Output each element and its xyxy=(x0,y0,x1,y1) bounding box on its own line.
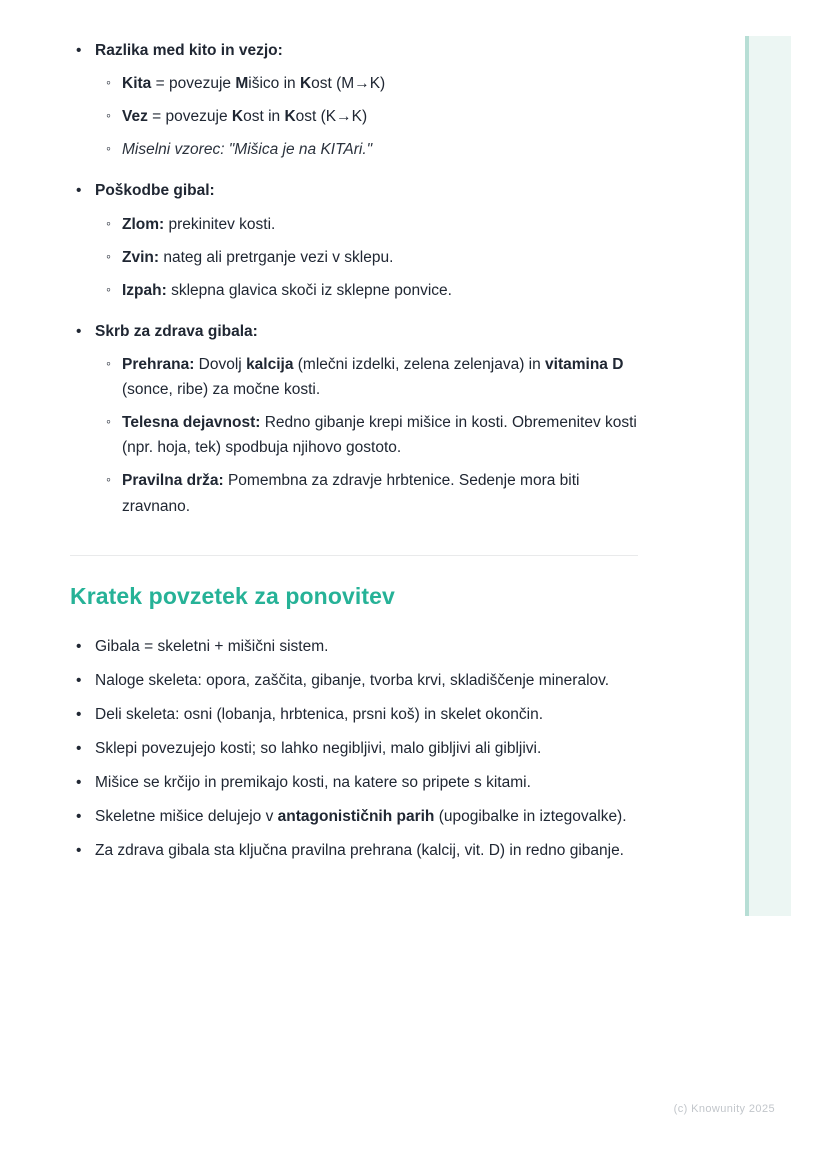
summary-item xyxy=(70,770,638,795)
text-segment: išico in xyxy=(248,75,300,93)
text-segment: Redno gibanje krepi mišice in kosti. Obremenitev kosti (npr. hoja, tek) spodbuja njihovo gostoto. xyxy=(122,414,637,457)
summary-item xyxy=(70,634,638,659)
section-subitems xyxy=(95,212,638,303)
sub-item xyxy=(95,278,638,303)
section-divider xyxy=(70,555,638,556)
sub-item xyxy=(95,245,638,270)
text-segment: Za zdrava gibala sta ključna pravilna prehrana (kalcij, vit. D) in redno gibanje. xyxy=(95,842,624,860)
text-segment: sklepna glavica skoči iz sklepne ponvice. xyxy=(166,281,452,299)
section-title: • Skrb za zdrava gibala: xyxy=(95,322,258,340)
text-segment: Pravilna drža: xyxy=(122,472,224,490)
page-edge-highlight-bar xyxy=(745,36,791,916)
section-subitems xyxy=(95,71,638,162)
text-segment: Naloge skeleta: opora, zaščita, gibanje, tvorba krvi, skladiščenje mineralov. xyxy=(95,671,610,689)
text-segment: = povezuje xyxy=(151,75,236,93)
sub-item xyxy=(95,104,638,129)
text-segment: ost (K→K) xyxy=(295,108,368,126)
sub-item xyxy=(95,352,638,402)
text-segment: Kita xyxy=(122,75,152,93)
outline-section xyxy=(70,319,638,519)
text-segment: Pomembna za zdravje hrbtenice. Sedenje mora biti zravnano. xyxy=(122,472,580,515)
text-segment: K xyxy=(299,75,312,93)
text-segment: nateg ali pretrganje vezi v sklepu. xyxy=(159,248,394,266)
text-segment: Izpah: xyxy=(122,281,167,299)
outline-section xyxy=(70,38,638,162)
notes-content xyxy=(70,38,638,872)
text-segment: Dovolj xyxy=(194,355,247,373)
text-segment: K xyxy=(284,108,296,126)
summary-heading: Kratek povzetek za ponovitev xyxy=(70,582,395,609)
text-segment: Zlom: xyxy=(122,215,165,233)
summary-item xyxy=(70,838,638,863)
section-subitems xyxy=(95,352,638,519)
text-segment: (mlečni izdelki, zelena zelenjava) in xyxy=(293,355,546,373)
text-segment: Vez xyxy=(122,108,148,126)
summary-list xyxy=(70,634,638,864)
sub-item xyxy=(95,137,638,162)
sub-item xyxy=(95,212,638,237)
text-segment: = povezuje xyxy=(147,108,232,126)
text-segment: Mišice se krčijo in premikajo kosti, na katere so pripete s kitami. xyxy=(95,774,531,792)
sub-item xyxy=(95,410,638,460)
outline-section xyxy=(70,178,638,302)
summary-item xyxy=(70,668,638,693)
text-segment: ost (M→K) xyxy=(311,75,386,93)
text-segment: Gibala = skeletni + mišični sistem. xyxy=(95,637,329,655)
sub-item xyxy=(95,71,638,96)
text-segment: K xyxy=(231,108,244,126)
section-title: • Razlika med kito in vezjo: xyxy=(95,42,283,59)
sub-item xyxy=(95,468,638,518)
copyright-footer: (c) Knowunity 2025 xyxy=(673,1103,775,1115)
text-segment: Deli skeleta: osni (lobanja, hrbtenica, prsni koš) in skelet okončin. xyxy=(95,705,544,723)
text-segment: kalcija xyxy=(246,355,294,373)
text-segment: vitamina D xyxy=(545,355,624,373)
text-segment: Zvin: xyxy=(122,248,160,266)
section-title: • Poškodbe gibal: xyxy=(95,182,215,200)
text-segment: ost in xyxy=(243,108,285,126)
outline-list xyxy=(70,38,638,519)
summary-item xyxy=(70,804,638,829)
text-segment: antagonističnih parih xyxy=(277,808,435,826)
text-segment: M xyxy=(235,75,249,93)
text-segment: prekinitev kosti. xyxy=(164,215,276,233)
text-segment: Telesna dejavnost: xyxy=(122,414,261,432)
text-segment: (upogibalke in iztegovalke). xyxy=(434,808,627,826)
text-segment: Prehrana: xyxy=(122,355,195,373)
text-segment: Sklepi povezujejo kosti; so lahko negibljivi, malo gibljivi ali gibljivi. xyxy=(95,739,542,757)
text-segment: (sonce, ribe) za močne kosti. xyxy=(122,381,321,399)
text-segment: Skeletne mišice delujejo v xyxy=(95,808,278,826)
text-segment: Miselni vzorec: "Mišica je na KITAri." xyxy=(122,141,373,159)
summary-item xyxy=(70,702,638,727)
summary-item xyxy=(70,736,638,761)
